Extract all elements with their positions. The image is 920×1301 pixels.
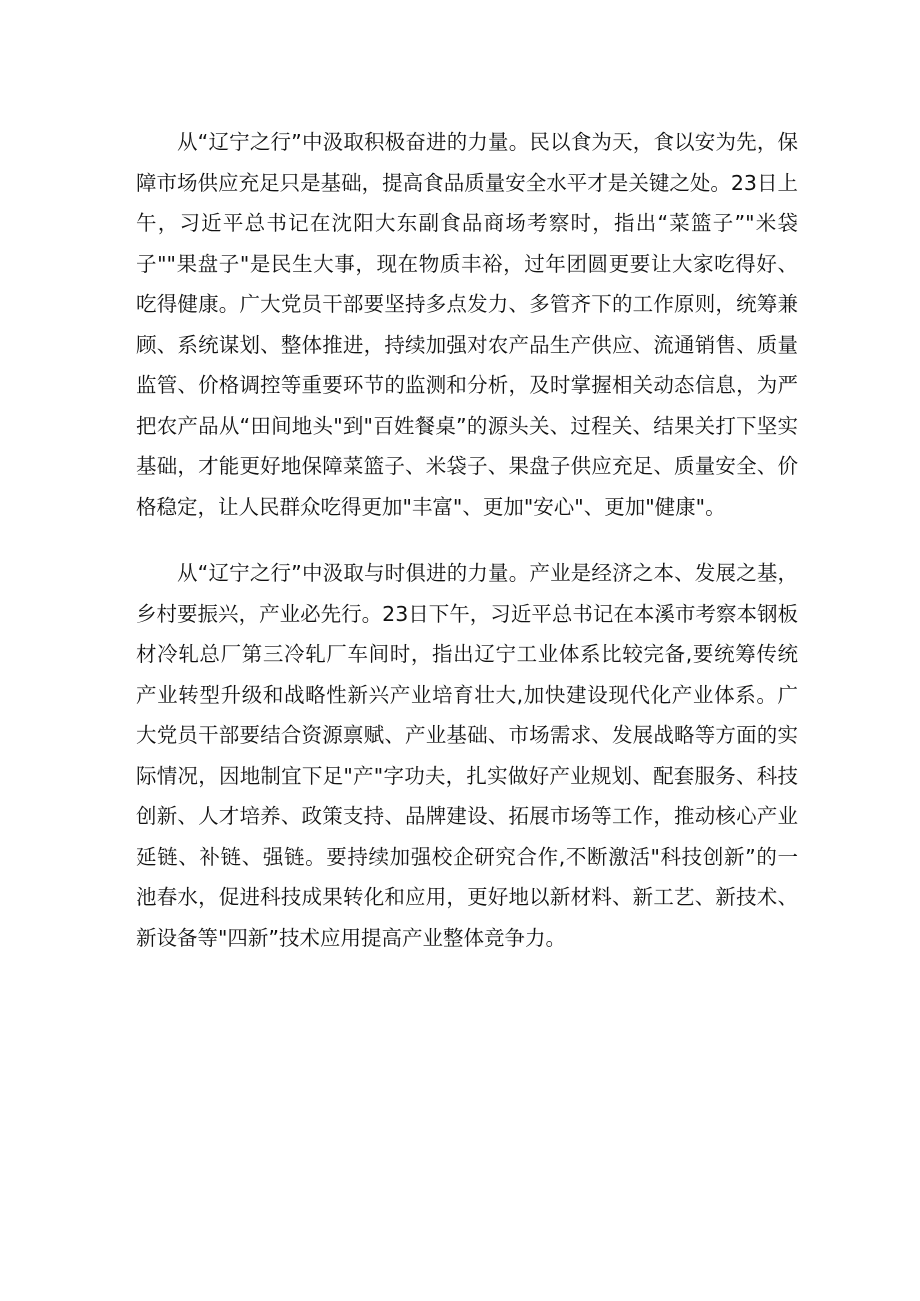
document-body (136, 122, 798, 958)
paragraph-2: 从“辽宁之行”中汲取与时俱进的力量。产业是经济之本、发展之基，乡村要振兴，产业必先行。23日下午，习近平总书记在本溪市考察本钢板材冷轧总厂第三冷轧厂车间时，指出辽宁工业体系比较完备,要统筹传统产业转型升级和战略性新兴产业培育壮大,加快建设现代化产业体系。广大党员干部要结合资源禀赋、产业基础、市场需求、发展战略等方面的实际情况，因地制宜下足"产"字功夫，扎实做好产业规划、配套服务、科技创新、人才培养、政策支持、品牌建设、拓展市场等工作，推动核心产业延链、补链、强链。要持续加强校企研究合作,不断激活"科技创新”的一池春水，促进科技成果转化和应用，更好地以新材料、新工艺、新技术、新设备等"四新”技术应用提高产业整体竞争力。 (136, 561, 798, 950)
paragraph-1: 从“辽宁之行”中汲取积极奋进的力量。民以食为天，食以安为先，保障市场供应充足只是基础，提高食品质量安全水平才是关键之处。23日上午，习近平总书记在沈阳大东副食品商场考察时，指出“菜篮子”"米袋子""果盘子"是民生大事，现在物质丰裕，过年团圆更要让大家吃得好、吃得健康。广大党员干部要坚持多点发力、多管齐下的工作原则，统筹兼顾、系统谋划、整体推进，持续加强对农产品生产供应、流通销售、质量监管、价格调控等重要环节的监测和分析，及时掌握相关动态信息，为严把农产品从“田间地头"到"百姓餐桌”的源头关、过程关、结果关打下坚实基础，才能更好地保障菜篮子、米袋子、果盘子供应充足、质量安全、价格稳定，让人民群众吃得更加"丰富"、更加"安心"、更加"健康"。 (136, 130, 798, 519)
